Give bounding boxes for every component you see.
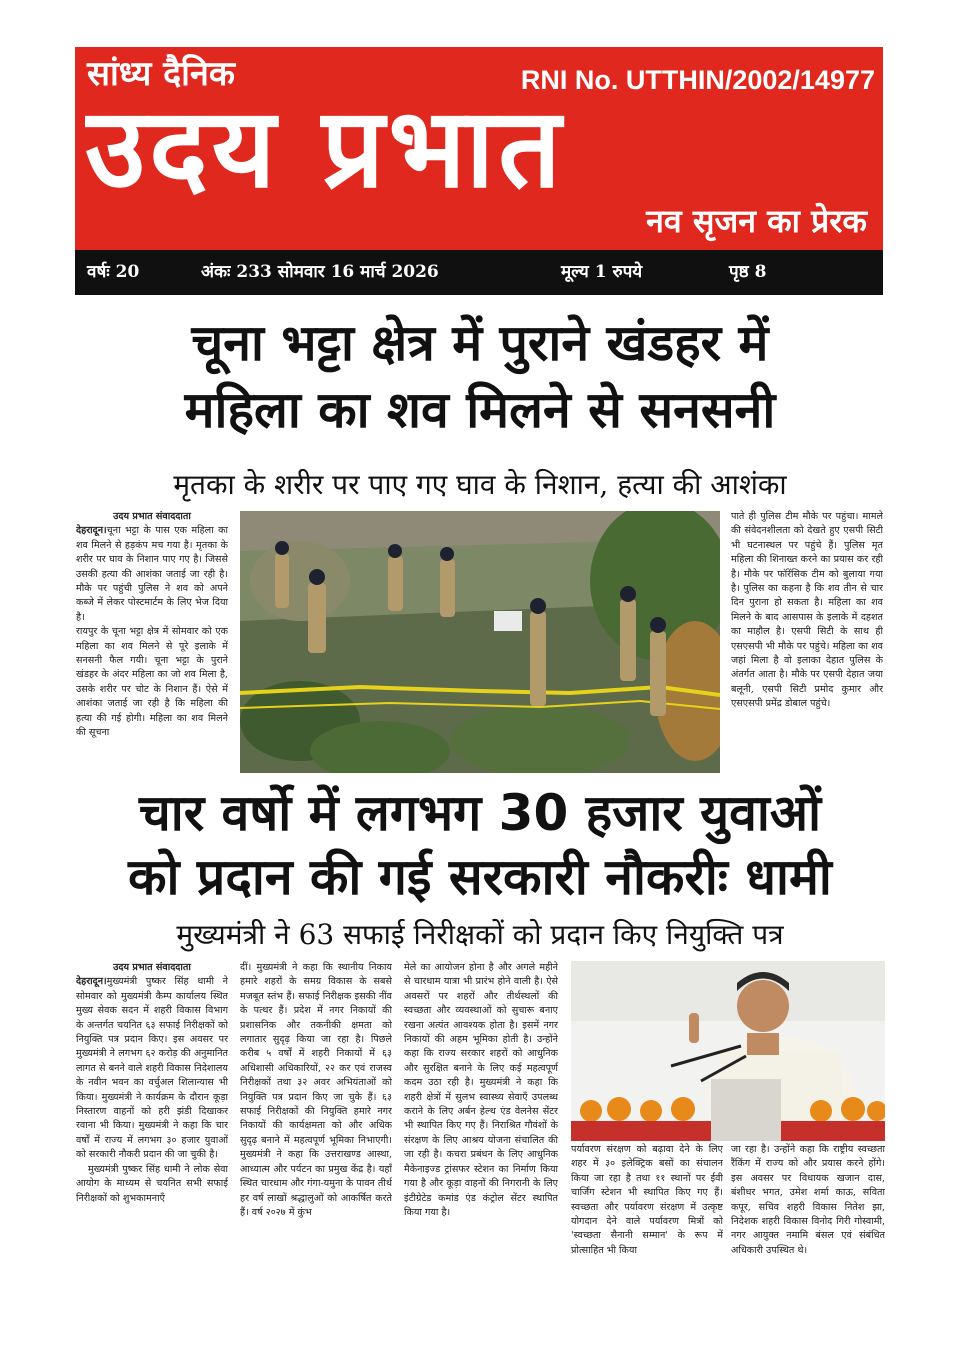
story2-byline: उदय प्रभात संवाददाता <box>113 962 191 973</box>
story1-dateline: देहरादून। <box>76 525 107 537</box>
masthead-tagline: सांध्य दैनिक <box>87 54 235 94</box>
story2-col1-para1: मुख्यमंत्री पुष्कर सिंह धामी ने सोमवार को मुख्यमंत्री कैम्प कार्यालय स्थित मुख्य सेवक सदन में शहरी विकास विभाग के अन्तर्गत चयनित ६३ सफाई निरीक्षकों को नियुक्ति पत्र प्रदान किए। इस अवसर पर मुख्यमंत्री ने लगभग ६२ करोड़ की अनुमानित लागत से बनने वाले शहरी विकास निदेशालय के नवीन भवन का वर्चुअल शिलान्यास भी किया। मुख्यमंत्री ने कार्यक्रम के दौरान कूड़ा निस्तारण वाहनों को हरी झंडी दिखाकर रवाना भी किया। मुख्यमंत्री ने कहा कि चार वर्षों में राज्य में लगभग ३० हजार युवाओं को सरकारी नौकरी प्रदान की जा चुकी है। <box>76 976 228 1161</box>
story1-subhead: मृतका के शरीर पर पाए गए घाव के निशान, हत्या की आशंका <box>173 468 787 501</box>
story1-left-para2: रायपुर के चूना भट्टा क्षेत्र में सोमवार को एक महिला का शव मिलने से पूरे इलाके में सनसनी फैल गयी। चूना भट्टा के पुराने खंडहर के अंदर महिला का जो शव मिला है, उसके शरीर पर चोट के निशान हैं। ऐसे में आशंका जताई जा रही है कि महिला की हत्या की गई होगी। महिला का शव मिलने की सूचना <box>76 626 228 739</box>
story1-photo-police-at-site <box>240 511 720 773</box>
story2-col1-para2: मुख्यमंत्री पुष्कर सिंह धामी ने लोक सेवा आयोग के माध्यम से चयनित सभी सफाई निरीक्षकों को शुभकामनाएँ <box>76 1163 228 1204</box>
story2-column2: दीं। मुख्यमंत्री ने कहा कि स्थानीय निकाय हमारे शहरों के समग्र विकास के सबसे मजबूत स्तंभ हैं। सफाई निरीक्षक इसकी नींव के पत्थर हैं। प्रदेश में नगर निकायों की प्रशासनिक और तकनीकी क्षमता को लगातार सुदृढ़ किया जा रहा है। पिछले करीब ५ वर्षों में शहरी निकायों में ६३ अधिशासी अधिकारियों, २२ कर एवं राजस्व निरीक्षकों तथा ३२ अवर अभियंताओं को नियुक्ति पत्र प्रदान किए जा चुके हैं। ६३ सफाई निरीक्षकों की नियुक्ति हमारे नगर निकायों की कार्यक्षमता को और अधिक सुदृढ़ बनाने में महत्वपूर्ण भूमिका निभाएगी। मुख्यमंत्री ने कहा कि उत्तराखण्ड आस्था, आध्यात्म और पर्यटन का प्रमुख केंद्र है। यहाँ स्थित चारधाम और गंगा-यमुना के पावन तीर्थ हर वर्ष लाखों श्रद्धालुओं को आकर्षित करते हैं। वर्ष २०२७ में कुंभ <box>240 962 392 1218</box>
story2-headline-line1: चार वर्षो में लगभग 30 हजार युवाओं <box>139 784 821 842</box>
masthead-slogan: नव सृजन का प्रेरक <box>646 202 867 240</box>
issue-price: मूल्य 1 रुपये <box>561 262 643 282</box>
masthead <box>75 47 883 250</box>
story2-photo-chief-minister <box>571 961 885 1141</box>
issue-year: वर्षः 20 <box>87 262 140 282</box>
story1-left-column <box>76 510 228 772</box>
story2-column4: पर्यावरण संरक्षण को बढ़ावा देने के लिए शहर में ३० इलेक्ट्रिक बसों का संचालन किया जा रहा है तथा ११ स्थानों पर ईवी चार्जिंग स्टेशन भी स्थापित किए गए हैं। स्वच्छता और पर्यावरण संरक्षण में उत्कृष्ट योगदान देने वाले पर्यावरण मित्रों को 'स्वच्छता सैनानी सम्मान' के रूप में प्रोत्साहित भी किया <box>571 1144 723 1256</box>
story2-dateline: देहरादून। <box>76 976 107 988</box>
story1-headline-line2: महिला का शव मिलने से सनसनी <box>184 381 776 439</box>
issue-page: पृष्ठ 8 <box>729 262 767 282</box>
story2-headline-line2: को प्रदान की गई सरकारी नौकरीः धामी <box>128 848 832 906</box>
story2-subhead: मुख्यमंत्री ने 63 सफाई निरीक्षकों को प्रदान किए नियुक्ति पत्र <box>176 918 784 951</box>
story1-left-para1: चूना भट्टा के पास एक महिला का शव मिलने से हड़कंप मच गया है। मृतका के शरीर पर घाव के निशान पाए गए है। जिससे उसकी हत्या की आशंका जताई जा रही है। मौके पर पहुंची पुलिस ने शव को अपने कब्जे में लेकर पोस्टमार्टम के लिए भेज दिया है। <box>76 525 228 623</box>
story2-column5: जा रहा है। उन्होंने कहा कि राष्ट्रीय स्वच्छता रैंकिंग में राज्य को और प्रयास करने होंगे। इस अवसर पर विधायक खजान दास, बंशीधर भगत, उमेश शर्मा काऊ, सविता कपूर, सचिव शहरी विकास नितेश झा, निदेशक शहरी विकास विनोद गिरी गोस्वामी, नगर आयुक्त नमामि बंसल एवं संबंधित अधिकारी उपस्थित थे। <box>731 1144 885 1256</box>
story1-right-column: पाते ही पुलिस टीम मौके पर पहुंचा। मामले की संवेदनशीलता को देखते हुए एसपी सिटी भी घटनास्थल पर पहुंचे हैं। पुलिस मृत महिला की शिनाख्त करने का प्रयास कर रही है। मौके पर फॉरेंसिक टीम को बुलाया गया है। पुलिस का कहना है कि शव तीन से चार दिन पुराना हो सकता है। महिला का शव मिलने के बाद आसपास के इलाके में दहशत का माहौल है। एसपी सिटी के साथ ही एसएसपी भी मौके पर पहुंचे। महिला का शव जहां मिला है वो इलाका देहात पुलिस के अंतर्गत आता है। मौके पर एसपी देहात जया बलूनी, एसपी सिटी प्रमोद कुमार और एसएसपी प्रमेंद्र डोबाल पहुंचे। <box>731 511 883 710</box>
story1-byline: उदय प्रभात संवाददाता <box>113 511 191 522</box>
newspaper-name: उदय प्रभात <box>85 95 565 201</box>
issue-number-date: अंकः 233 सोमवार 16 मार्च 2026 <box>201 262 439 282</box>
issue-info-bar <box>75 250 883 295</box>
story2-column3: मेले का आयोजन होना है और अगले महीने से चारधाम यात्रा भी प्रारंभ होने वाली है। ऐसे अवसरों पर शहरों और तीर्थस्थलों की स्वच्छता और व्यवस्थाओं को सुचारू बनाए रखना अत्यंत आवश्यक होता है। इसमें नगर निकायों की अहम भूमिका होती है। उन्होंने कहा कि राज्य सरकार शहरों को आधुनिक और सुरक्षित बनाने के लिए कई महत्वपूर्ण कदम उठा रही है। मुख्यमंत्री ने कहा कि शहरी क्षेत्रों में सुलभ स्वास्थ्य सेवाएँ उपलब्ध कराने के लिए अर्बन हेल्थ एंड वेलनेस सेंटर भी स्थापित किए गए हैं। निराश्रित गौवंशों के संरक्षण के लिए आश्रय योजना संचालित की जा रही है। कचरा प्रबंधन के लिए आधुनिक मैकेनाइज्ड ट्रांसफर स्टेशन का निर्माण किया गया है और कूड़ा वाहनों की निगरानी के लिए इंटीग्रेटेड कमांड एंड कंट्रोल सेंटर स्थापित किया गया है। <box>404 962 558 1218</box>
rni-number: RNI No. UTTHIN/2002/14977 <box>520 65 875 95</box>
story2-column1 <box>76 961 228 1273</box>
story1-headline-line1: चूना भट्टा क्षेत्र में पुराने खंडहर में <box>191 314 769 372</box>
